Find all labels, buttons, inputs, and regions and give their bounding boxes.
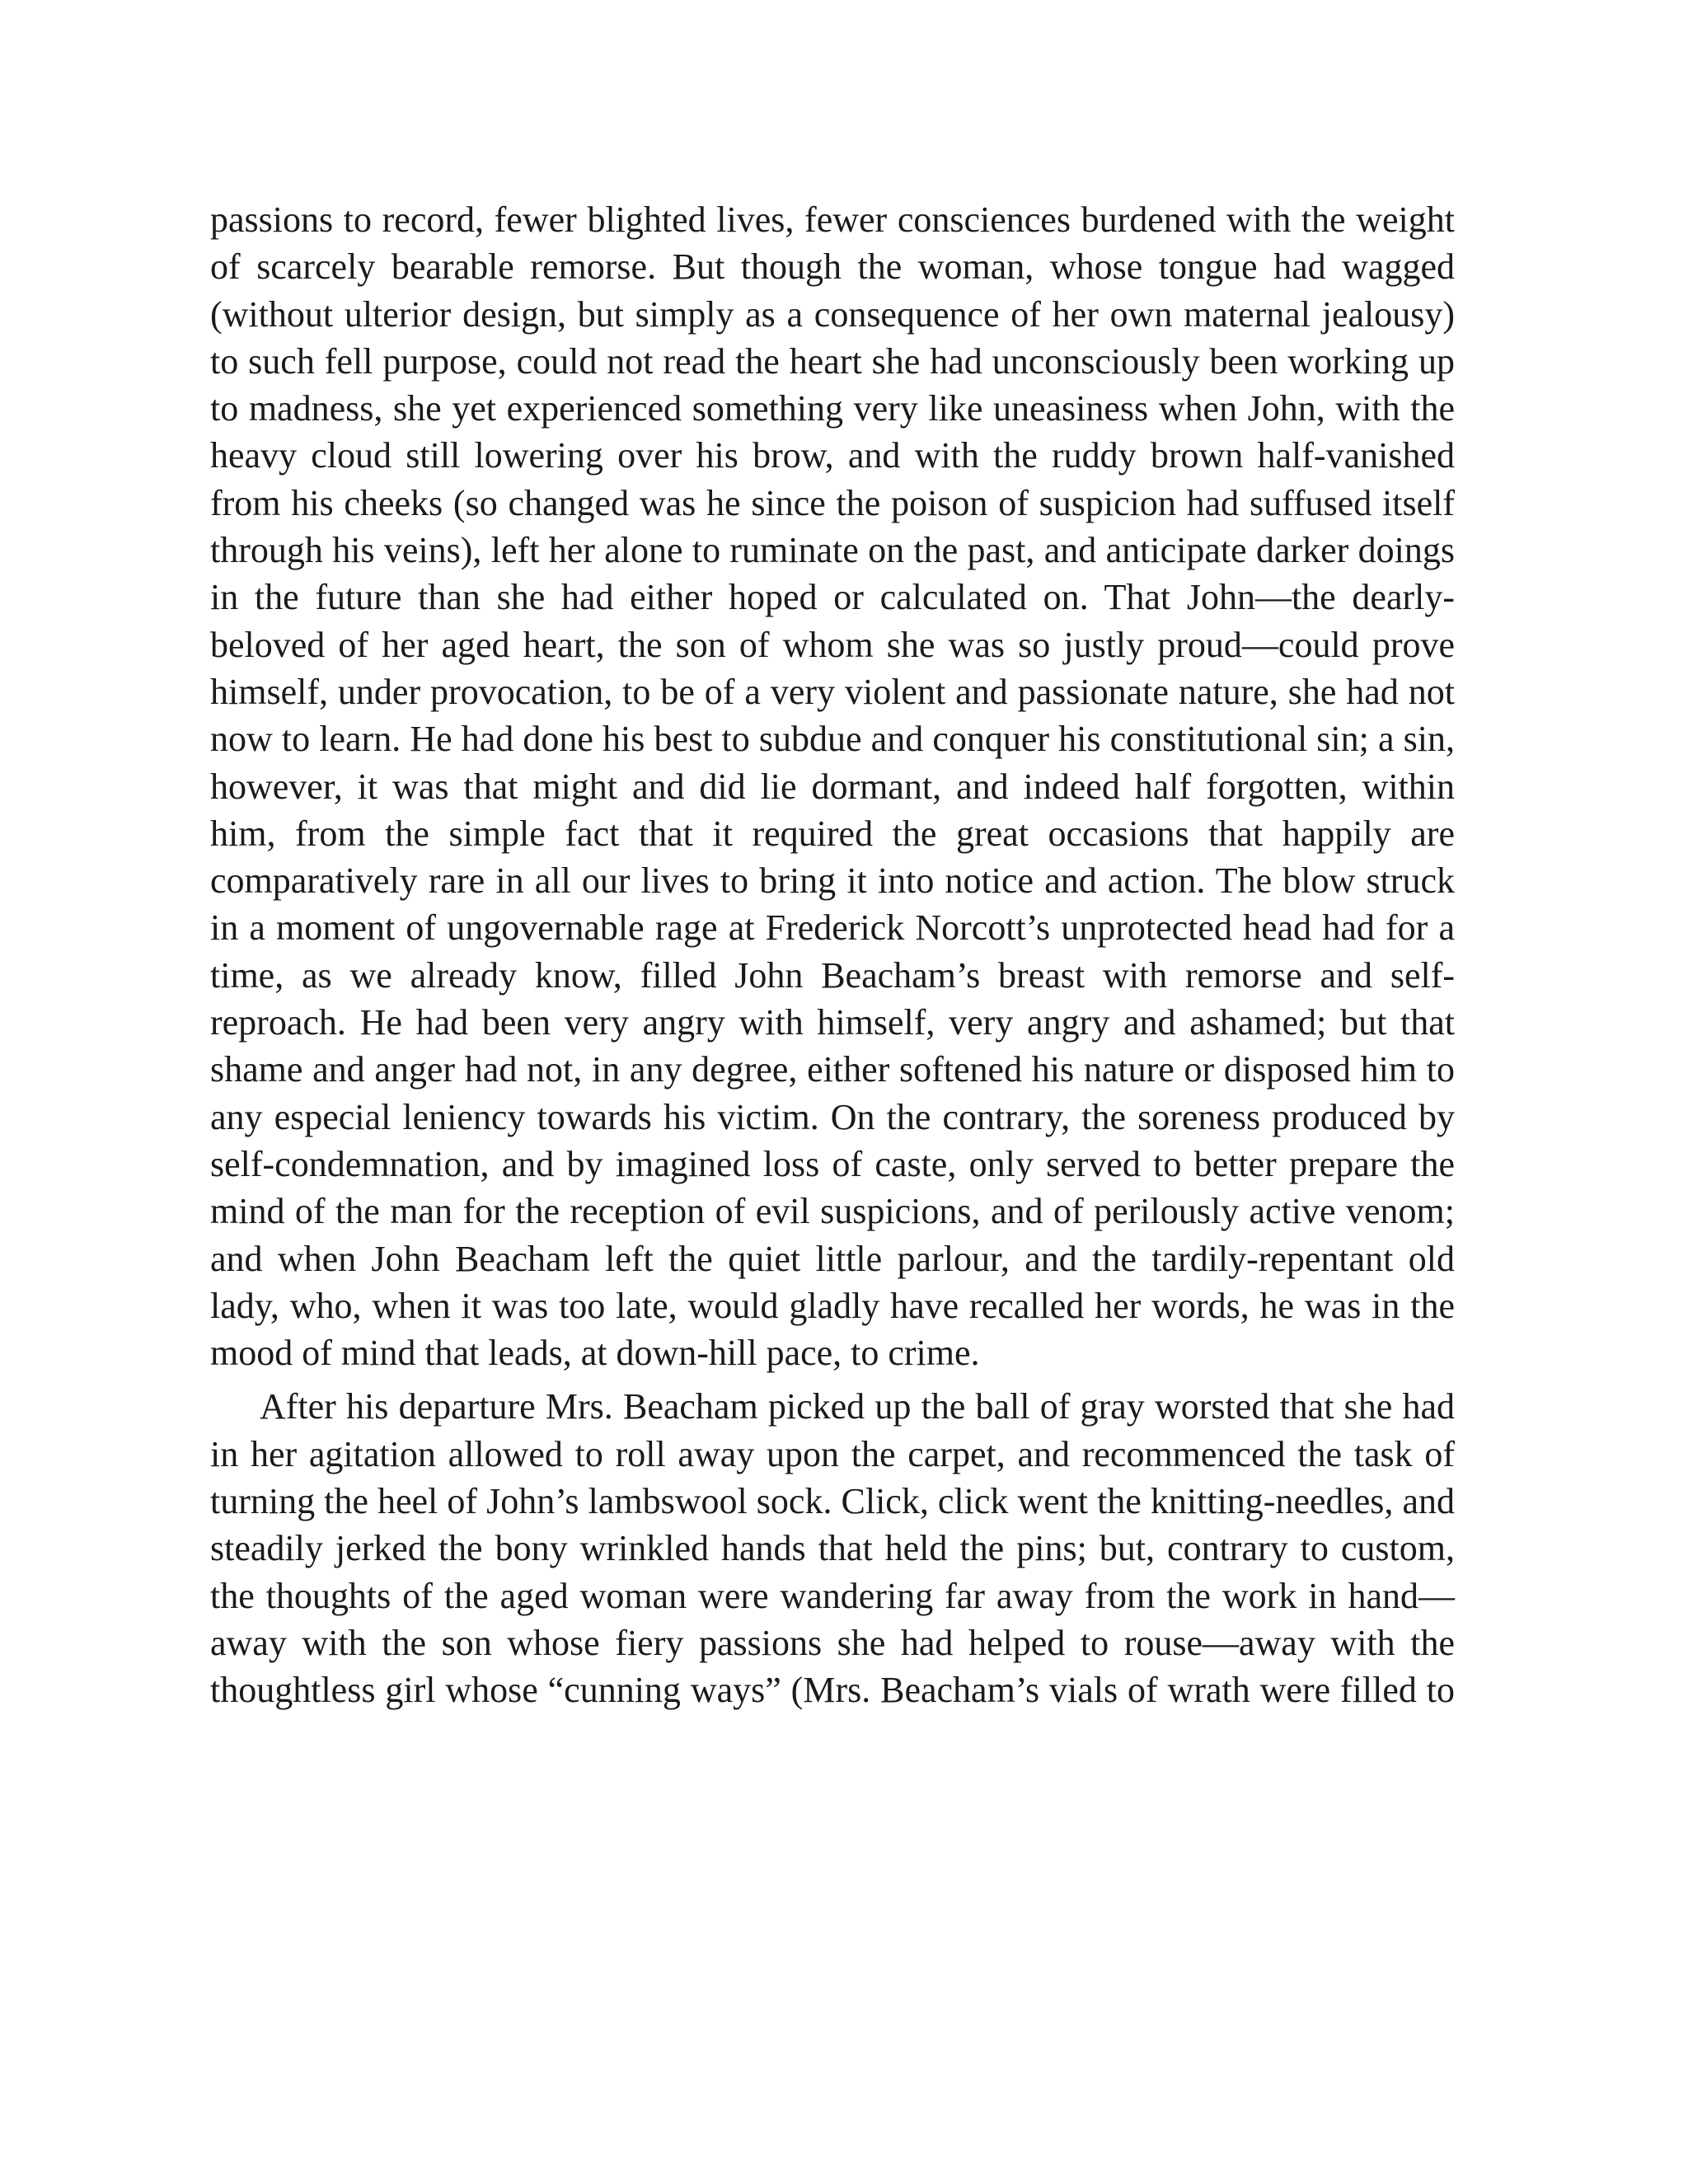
- page-body: [210, 196, 1455, 1714]
- paragraph-continued: passions to record, fewer blighted lives, fewer consciences burdened with the weight of scarcely bearable remorse. But though the woman, whose tongue had wagged (without ulterior design, but simply as a consequence of her own maternal jealousy) to such fell purpose, could not read the heart she had unconsciously been working up to madness, she yet experienced something very like uneasiness when John, with the heavy cloud still lowering over his brow, and with the ruddy brown half-vanished from his cheeks (so changed was he since the poison of suspicion had suffused itself through his veins), left her alone to ruminate on the past, and anticipate darker doings in the future than she had either hoped or calculated on. That John—the dearly-beloved of her aged heart, the son of whom she was so justly proud—could prove himself, under provocation, to be of a very violent and passionate nature, she had not now to learn. He had done his best to subdue and conquer his constitutional sin; a sin, however, it was that might and did lie dormant, and indeed half forgotten, within him, from the simple fact that it required the great occasions that happily are comparatively rare in all our lives to bring it into notice and action. The blow struck in a moment of ungovernable rage at Frederick Norcott’s unprotected head had for a time, as we already know, filled John Beacham’s breast with remorse and self-reproach. He had been very angry with himself, very angry and ashamed; but that shame and anger had not, in any degree, either softened his nature or disposed him to any especial leniency towards his victim. On the contrary, the soreness produced by self-condemnation, and by imagined loss of caste, only served to better prepare the mind of the man for the reception of evil suspicions, and of perilously active venom; and when John Beacham left the quiet little parlour, and the tardily-repentant old lady, who, when it was too late, would gladly have recalled her words, he was in the mood of mind that leads, at down-hill pace, to crime.: [210, 199, 1455, 1374]
- paragraph-after-departure: After his departure Mrs. Beacham picked up the ball of gray worsted that she had in her agitation allowed to roll away upon the carpet, and recommenced the task of turning the heel of John’s lambswool sock. Click, click went the knitting-needles, and steadily jerked the bony wrinkled hands that held the pins; but, contrary to custom, the thoughts of the aged woman were wandering far away from the work in hand—away with the son whose fiery passions she had helped to rouse—away with the thoughtless girl whose “cunning ways” (Mrs. Beacham’s vials of wrath were filled to: [210, 1386, 1455, 1711]
